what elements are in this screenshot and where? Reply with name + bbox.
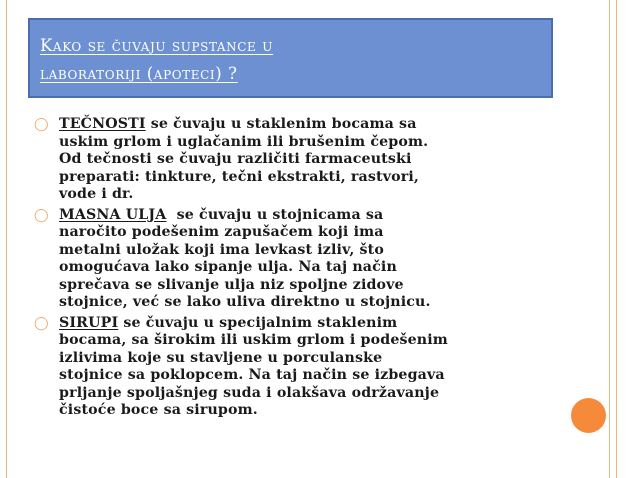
bullet-text: se čuvaju u stojnicama sa	[166, 206, 384, 223]
bullet-line: stojnice, već se lako uliva direktno u stojnicu.	[59, 294, 431, 310]
bullet-list	[34, 116, 574, 423]
slide-title-line-2: laboratoriji (apoteci) ?	[40, 64, 238, 83]
bullet-line: metalni uložak koji ima levkast izliv, što	[59, 241, 384, 258]
bullet-line	[59, 116, 574, 134]
bullet-term: MASNA ULJA	[59, 206, 167, 223]
bullet-line: uskim grlom i uglačanim ili brušenim čepom.	[59, 133, 429, 150]
bullet-item-sirupi	[34, 315, 574, 420]
bullet-item-tecnosti	[34, 116, 574, 204]
hollow-circle-bullet-icon: ◯	[34, 117, 49, 132]
bullet-line: bocama, sa širokim ili uskim grlom i podešenim	[59, 332, 448, 348]
bullet-term: TEČNOSTI	[59, 116, 146, 132]
frame-line-right-outer	[616, 0, 617, 478]
bullet-line: sprečava se slivanje ulja niz spoljne zidove	[59, 276, 404, 293]
decorative-orange-circle	[571, 398, 606, 433]
bullet-line: vode i dr.	[59, 186, 134, 202]
bullet-line	[59, 315, 574, 333]
bullet-line: prljanje spoljašnjeg suda i olakšava održavanje	[59, 384, 440, 401]
bullet-line: preparati: tinkture, tečni ekstrakti, rastvori,	[59, 168, 420, 185]
bullet-item-masna-ulja	[34, 207, 574, 312]
bullet-text: se čuvaju u specijalnim staklenim	[118, 314, 398, 331]
frame-line-right-inner	[609, 0, 610, 478]
bullet-line: naročito podešenim zapušačem koji ima	[59, 224, 384, 240]
bullet-line: izlivima koje su stavljene u porculanske	[59, 349, 383, 366]
hollow-circle-bullet-icon: ◯	[34, 207, 49, 223]
hollow-circle-bullet-icon: ◯	[34, 315, 49, 331]
bullet-line: stojnice sa poklopcem. Na taj način se izbegava	[59, 367, 445, 383]
bullet-line: omogućava lako sipanje ulja. Na taj način	[59, 259, 397, 275]
bullet-text: se čuvaju u staklenim bocama sa	[145, 116, 417, 132]
frame-line-left	[6, 0, 7, 478]
bullet-line	[59, 207, 574, 225]
bullet-term: SIRUPI	[59, 314, 119, 331]
slide-title-box	[28, 18, 553, 98]
bullet-line: Od tečnosti se čuvaju različiti farmaceutski	[59, 151, 412, 167]
slide-title-line-1: Kako se čuvaju supstance u	[40, 36, 273, 55]
bullet-line: čistoće boce sa sirupom.	[59, 402, 258, 418]
